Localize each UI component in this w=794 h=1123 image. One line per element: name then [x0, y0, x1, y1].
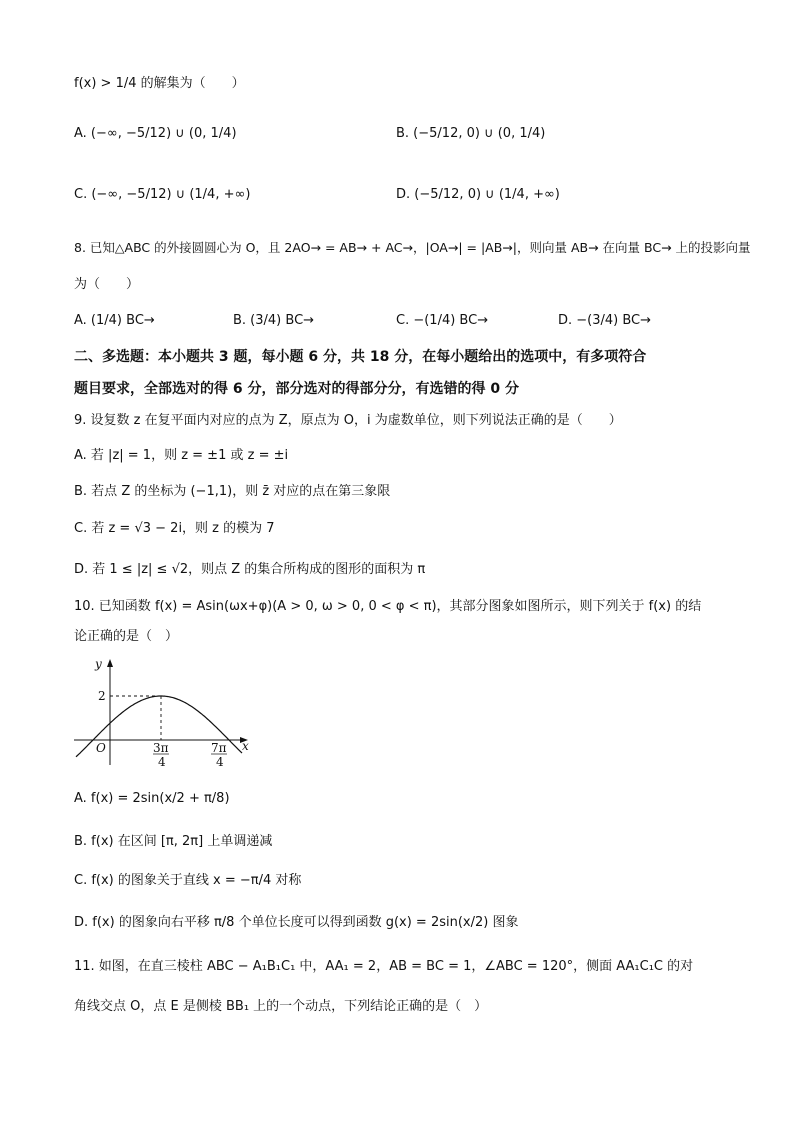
q7-option-a: A. (−∞, −5/12) ∪ (0, 1/4)	[74, 126, 237, 141]
q10-option-c: C. f(x) 的图象关于直线 x = −π/4 对称	[74, 873, 302, 888]
q7-option-d: D. (−5/12, 0) ∪ (1/4, +∞)	[396, 187, 560, 202]
section-heading-line2: 题目要求，全部选对的得 6 分，部分选对的得部分分，有选错的得 0 分	[74, 381, 519, 397]
sine-graph-figure	[70, 655, 255, 770]
x-tick1-numerator: 3π	[153, 741, 169, 755]
y-axis-label: y	[95, 657, 102, 671]
x-tick1-denominator: 4	[158, 755, 166, 769]
q10-stem-line2: 论正确的是（ ）	[74, 629, 179, 644]
q9-option-c: C. 若 z = √3 − 2i，则 z 的模为 7	[74, 521, 275, 536]
q8-option-d: D. −(3/4) BC→	[558, 313, 652, 328]
q10-option-b: B. f(x) 在区间 [π, 2π] 上单调递减	[74, 834, 273, 849]
origin-label: O	[96, 741, 106, 755]
y-axis-arrow	[107, 659, 113, 667]
q8-stem-line1: 8. 已知△ABC 的外接圆圆心为 O，且 2AO→ = AB→ + AC→，|OA→| = |AB→|，则向量 AB→ 在向量 BC→ 上的投影向量	[74, 240, 751, 255]
q8-option-c: C. −(1/4) BC→	[396, 313, 489, 328]
q8-option-a: A. (1/4) BC→	[74, 313, 155, 328]
q11-stem-line1: 11. 如图，在直三棱柱 ABC − A₁B₁C₁ 中，AA₁ = 2，AB = BC = 1，∠ABC = 120°，侧面 AA₁C₁C 的对	[74, 959, 694, 974]
q10-option-d: D. f(x) 的图象向右平移 π/8 个单位长度可以得到函数 g(x) = 2sin(x/2) 图象	[74, 915, 519, 930]
q11-stem-line2: 角线交点 O，点 E 是侧棱 BB₁ 上的一个动点，下列结论正确的是（ ）	[74, 999, 488, 1014]
q7-stem: f(x) > 1/4 的解集为（ ）	[74, 76, 245, 91]
x-axis-label: x	[242, 739, 249, 753]
q10-option-a: A. f(x) = 2sin(x/2 + π/8)	[74, 791, 230, 806]
q9-option-b: B. 若点 Z 的坐标为 (−1,1)，则 z̄ 对应的点在第三象限	[74, 484, 391, 499]
section-heading-line1: 二、多选题：本小题共 3 题，每小题 6 分，共 18 分，在每小题给出的选项中，有多项符合	[74, 349, 647, 365]
q7-option-c: C. (−∞, −5/12) ∪ (1/4, +∞)	[74, 187, 251, 202]
q9-option-a: A. 若 |z| = 1，则 z = ±1 或 z = ±i	[74, 448, 289, 463]
q8-option-b: B. (3/4) BC→	[233, 313, 315, 328]
q9-stem: 9. 设复数 z 在复平面内对应的点为 Z，原点为 O，i 为虚数单位，则下列说法正确的是（ ）	[74, 413, 622, 428]
x-tick2-numerator: 7π	[211, 741, 227, 755]
q10-stem-line1: 10. 已知函数 f(x) = Asin(ωx+φ)(A > 0, ω > 0, 0 < φ < π)，其部分图象如图所示，则下列关于 f(x) 的结	[74, 599, 702, 614]
y-tick-label: 2	[98, 689, 106, 703]
x-tick2-denominator: 4	[216, 755, 224, 769]
q9-option-d: D. 若 1 ≤ |z| ≤ √2，则点 Z 的集合所构成的图形的面积为 π	[74, 562, 426, 577]
q7-option-b: B. (−5/12, 0) ∪ (0, 1/4)	[396, 126, 546, 141]
q8-stem-line2: 为（ ）	[74, 277, 140, 292]
